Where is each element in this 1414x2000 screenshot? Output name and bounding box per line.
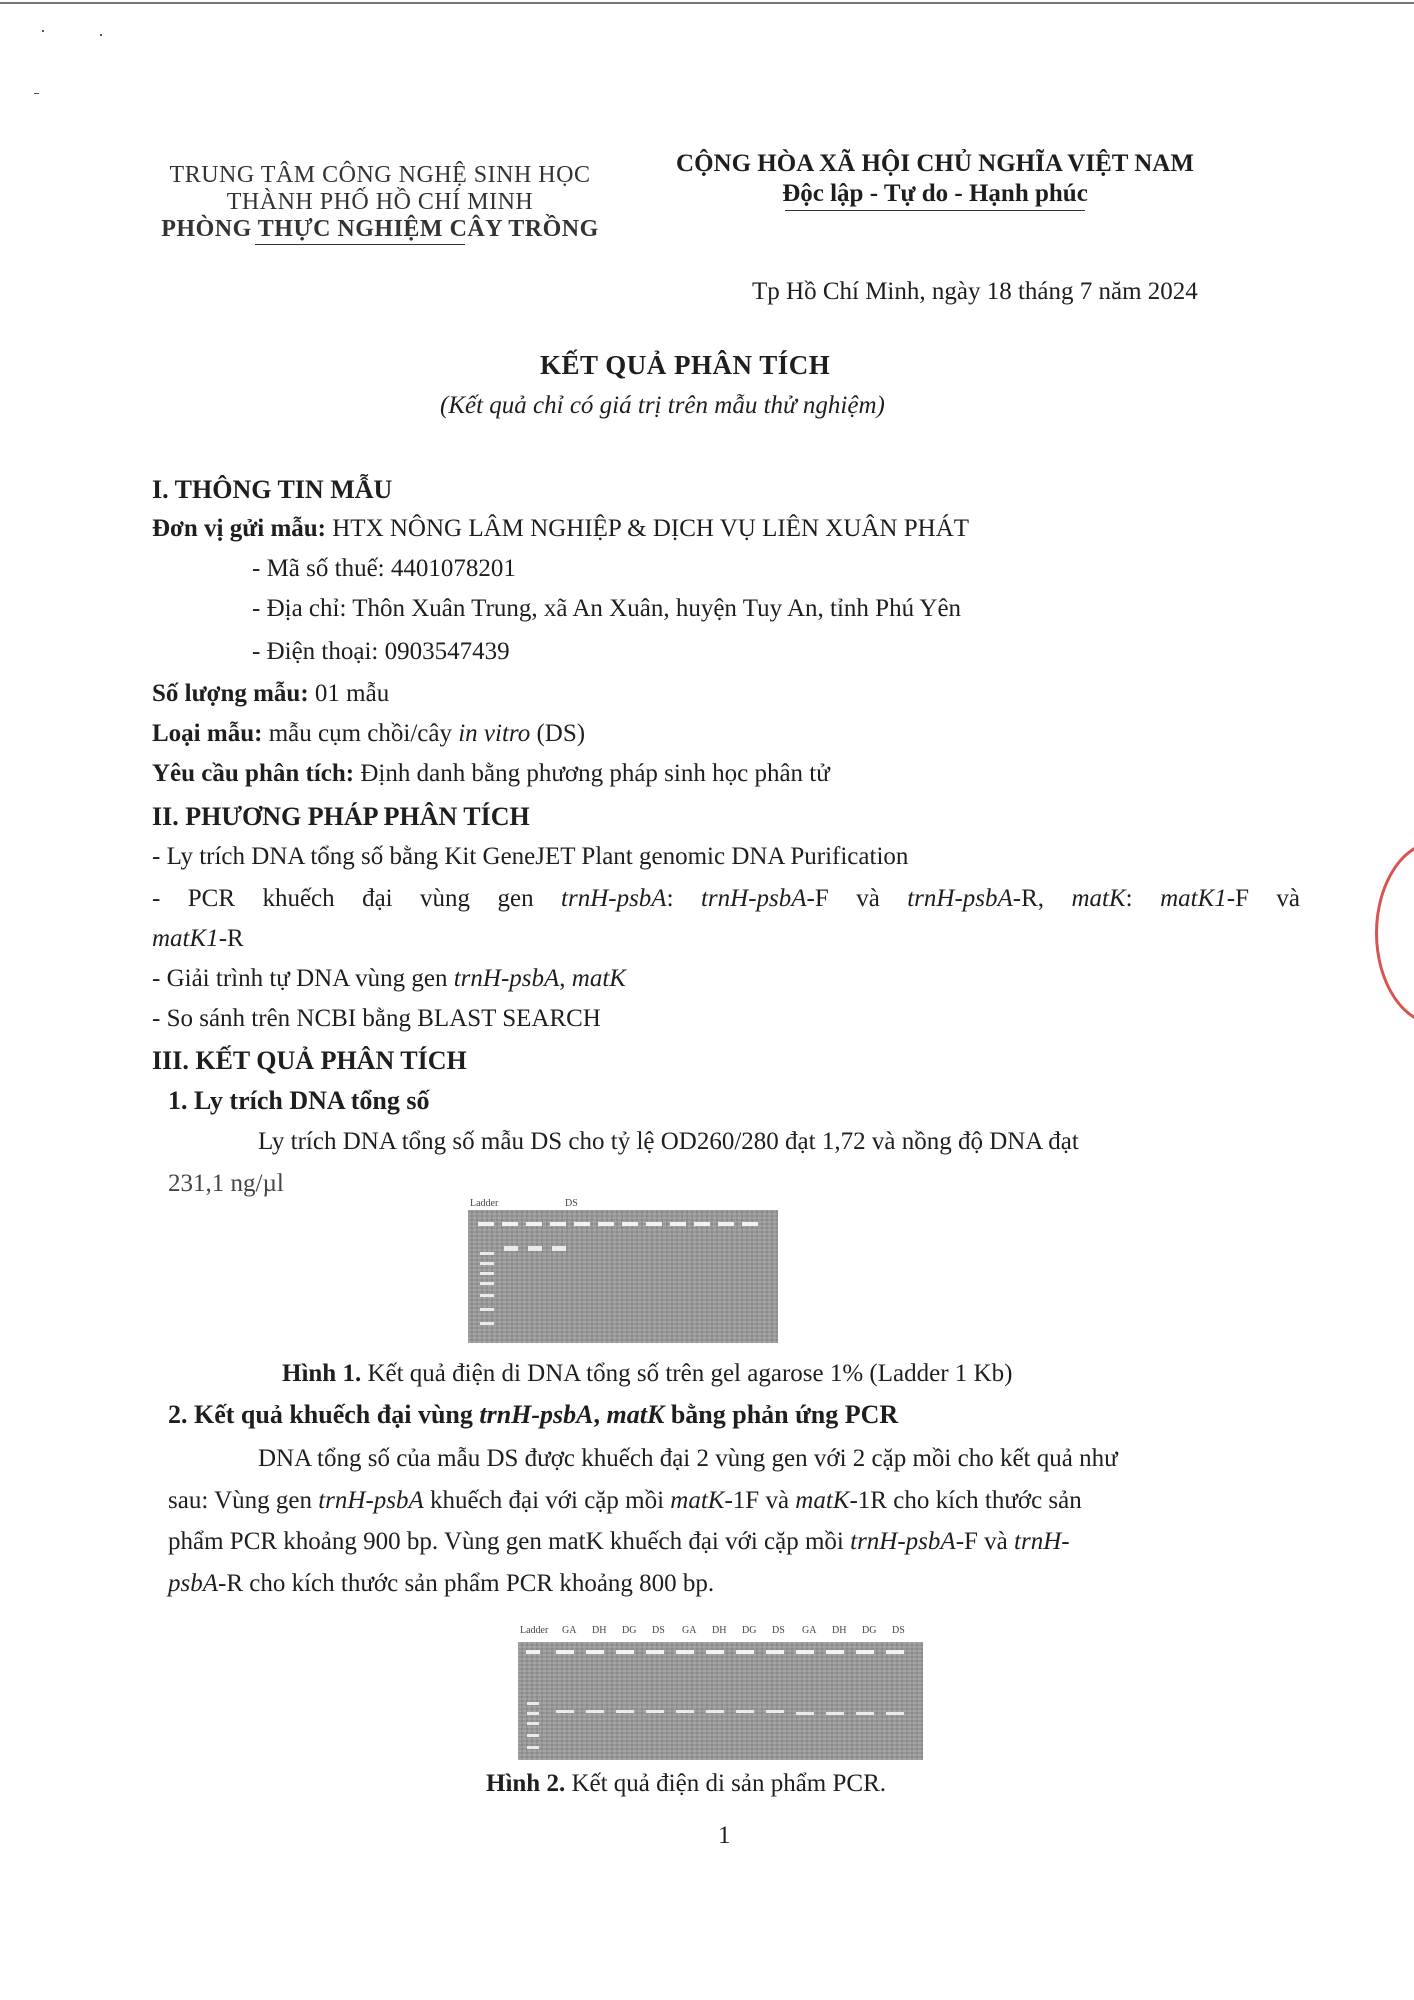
gel-well — [622, 1222, 638, 1226]
method-2-primer-r: -R, — [1012, 885, 1045, 912]
method-3 — [152, 965, 626, 993]
method-2-primer-f: -F và — [806, 885, 880, 912]
method-2-line-2 — [152, 925, 244, 953]
gel-well — [736, 1650, 754, 1654]
gene-trnh-psba: trnH- — [1014, 1528, 1070, 1555]
gel-well — [502, 1222, 518, 1226]
quantity-value: 01 mẫu — [314, 680, 390, 707]
pcr-band-ds — [766, 1710, 784, 1713]
paragraph-2-line-4 — [168, 1570, 714, 1598]
paragraph-2-line-1: DNA tổng số của mẫu DS được khuếch đại 2 vùng gen với 2 cặp mồi cho kết quả như — [258, 1445, 1118, 1472]
p2-text: khuếch đại với cặp mồi — [430, 1487, 665, 1514]
method-2-sep: : — [666, 885, 674, 912]
fig2-caption-label: Hình 2. — [486, 1770, 566, 1797]
pcr-band — [826, 1712, 844, 1715]
fig1-caption — [282, 1360, 1012, 1388]
scan-speck — [100, 34, 102, 36]
page-number: 1 — [718, 1822, 731, 1849]
org-header — [145, 162, 615, 243]
ladder-band — [527, 1712, 539, 1715]
fig2-lane-label: GA — [562, 1625, 577, 1636]
sample-type-row — [152, 720, 585, 748]
sender-value: HTX NÔNG LÂM NGHIỆP & DỊCH VỤ LIÊN XUÂN PHÁT — [332, 515, 970, 542]
fig2-lane-label: DH — [592, 1625, 607, 1636]
method-2-text: - PCR khuếch đại vùng gen — [152, 885, 534, 912]
gel-well — [742, 1222, 758, 1226]
pcr-band — [856, 1712, 874, 1715]
scan-speck — [42, 30, 44, 32]
sample-type-code: (DS) — [536, 720, 586, 747]
gel-well — [646, 1222, 662, 1226]
ladder-band — [527, 1702, 539, 1705]
gel-well — [886, 1650, 904, 1654]
gel-well — [856, 1650, 874, 1654]
gene-matk: matK — [1071, 885, 1126, 912]
subsection-2-heading — [168, 1400, 898, 1430]
gene-matk: matK — [795, 1487, 850, 1514]
fig2-gel-image — [518, 1642, 923, 1760]
paragraph-1-line-2: 231,1 ng/µl — [168, 1170, 284, 1197]
sample-band — [528, 1246, 542, 1251]
fig2-lane-label: DS — [652, 1625, 665, 1636]
section-2-heading: II. PHƯƠNG PHÁP PHÂN TÍCH — [152, 802, 530, 831]
fig1-caption-text: Kết quả điện di DNA tổng số trên gel agarose 1% (Ladder 1 Kb) — [367, 1360, 1013, 1387]
pcr-band-ds — [886, 1712, 904, 1715]
gene-trnh-psba: trnH-psbA — [700, 885, 807, 912]
ladder-band — [480, 1262, 494, 1265]
gel-well — [478, 1222, 494, 1226]
fig1-lane-ds-label: DS — [565, 1198, 578, 1209]
ladder-band — [480, 1322, 494, 1325]
quantity-label: Số lượng mẫu: — [152, 680, 309, 707]
org-line-3 — [145, 216, 615, 243]
gene-trnh-psba: trnH-psbA — [453, 965, 560, 992]
gene-trnh-psba: trnH-psbA — [561, 885, 667, 912]
fig2-lane-label: GA — [802, 1625, 817, 1636]
section-3-heading: III. KẾT QUẢ PHÂN TÍCH — [152, 1046, 467, 1075]
gene-trnh-psba: trnH-psbA — [318, 1487, 424, 1514]
fig2-lane-label: DS — [772, 1625, 785, 1636]
gel-well — [526, 1222, 542, 1226]
method-2-primer-r: -R — [218, 925, 244, 952]
p2-text: sau: Vùng gen — [168, 1487, 312, 1514]
gel-well — [574, 1222, 590, 1226]
method-1: - Ly trích DNA tổng số bằng Kit GeneJET Plant genomic DNA Purification — [152, 843, 909, 870]
fig2-lane-label: DS — [892, 1625, 905, 1636]
nation-underline — [785, 210, 1085, 211]
ladder-band — [527, 1746, 539, 1749]
method-2-line-1 — [152, 885, 1300, 913]
fig1-lane-ladder-label: Ladder — [470, 1198, 499, 1209]
document-subtitle: (Kết quả chỉ có giá trị trên mẫu thử nghiệm) — [440, 392, 885, 419]
pcr-band — [796, 1712, 814, 1715]
method-2-sep: : — [1125, 885, 1133, 912]
sender-label: Đơn vị gửi mẫu: — [152, 515, 326, 542]
fig2-lane-labels — [520, 1625, 920, 1641]
gel-well — [616, 1650, 634, 1654]
tax-row: - Mã số thuế: 4401078201 — [252, 555, 516, 582]
scan-speck — [34, 93, 39, 94]
gene-matk: matK — [571, 965, 626, 992]
fig2-lane-label: Ladder — [520, 1625, 549, 1636]
pcr-band — [556, 1710, 574, 1713]
gene-matk1: matK1 — [1160, 885, 1227, 912]
sample-band — [504, 1246, 518, 1251]
address-row: - Địa chỉ: Thôn Xuân Trung, xã An Xuân, huyện Tuy An, tỉnh Phú Yên — [252, 595, 962, 622]
ladder-band — [480, 1308, 494, 1311]
p2-text: -F và — [955, 1528, 1008, 1555]
gel-well — [676, 1650, 694, 1654]
gel-well — [646, 1650, 664, 1654]
pcr-band-ds — [646, 1710, 664, 1713]
p2-text: phẩm PCR khoảng 900 bp. Vùng gen matK khuếch đại với cặp mồi — [168, 1528, 844, 1555]
gene-matk: matK — [670, 1487, 725, 1514]
fig1-gel-image — [468, 1210, 778, 1343]
gene-matk1: matK1 — [152, 925, 219, 952]
subsection-2-sep: , — [593, 1400, 601, 1429]
gel-well — [766, 1650, 784, 1654]
org-underline — [255, 244, 465, 245]
document-title: KẾT QUẢ PHÂN TÍCH — [540, 350, 831, 380]
ladder-band — [480, 1294, 494, 1297]
pcr-band — [676, 1710, 694, 1713]
gel-well — [694, 1222, 710, 1226]
subsection-2-text: 2. Kết quả khuếch đại vùng — [168, 1400, 473, 1429]
request-label: Yêu cầu phân tích: — [152, 760, 355, 787]
gel-texture — [518, 1642, 923, 1760]
phone-row: - Điện thoại: 0903547439 — [252, 638, 510, 665]
fig2-caption — [486, 1770, 886, 1798]
org-line-1: TRUNG TÂM CÔNG NGHỆ SINH HỌC — [169, 162, 591, 188]
ladder-band — [480, 1282, 494, 1285]
quantity-row — [152, 680, 389, 708]
method-4: - So sánh trên NCBI bằng BLAST SEARCH — [152, 1005, 601, 1032]
fig2-caption-text: Kết quả điện di sản phẩm PCR. — [571, 1770, 887, 1797]
paragraph-1-line-1: Ly trích DNA tổng số mẫu DS cho tỷ lệ OD260/280 đạt 1,72 và nồng độ DNA đạt — [258, 1128, 1079, 1155]
subsection-1-heading: 1. Ly trích DNA tổng số — [168, 1086, 430, 1115]
fig2-lane-label: DH — [832, 1625, 847, 1636]
ladder-band — [527, 1734, 539, 1737]
nation-line-2: Độc lập - Tự do - Hạnh phúc — [782, 180, 1088, 207]
ladder-band — [480, 1272, 494, 1275]
gel-well — [796, 1650, 814, 1654]
sample-type-label: Loại mẫu: — [152, 720, 263, 747]
fig2-lane-label: DG — [742, 1625, 757, 1636]
gel-well — [706, 1650, 724, 1654]
fig1-caption-label: Hình 1. — [282, 1360, 362, 1387]
date-line: Tp Hồ Chí Minh, ngày 18 tháng 7 năm 2024 — [752, 278, 1198, 305]
paragraph-2-line-2 — [168, 1487, 1082, 1515]
fig2-lane-label: DH — [712, 1625, 727, 1636]
section-1-heading: I. THÔNG TIN MẪU — [152, 475, 393, 504]
p2-text: -1F và — [724, 1487, 790, 1514]
method-2-primer-f: -F và — [1226, 885, 1301, 912]
sample-type-value: mẫu cụm chồi/cây — [268, 720, 452, 747]
nation-header — [640, 150, 1230, 211]
pcr-band — [706, 1710, 724, 1713]
red-seal-stamp — [1375, 840, 1414, 1026]
paragraph-2-line-3 — [168, 1528, 1070, 1556]
nation-line-1: CỘNG HÒA XÃ HỘI CHỦ NGHĨA VIỆT NAM — [676, 150, 1194, 177]
pcr-band — [586, 1710, 604, 1713]
pcr-band — [736, 1710, 754, 1713]
method-3-sep: , — [559, 965, 566, 992]
gel-well — [556, 1650, 574, 1654]
gene-trnh-psba: trnH-psbA — [850, 1528, 956, 1555]
request-row — [152, 760, 830, 788]
request-value: Định danh bằng phương pháp sinh học phân tử — [360, 760, 830, 787]
p2-text: -R cho kích thước sản phẩm PCR khoảng 800 bp. — [218, 1570, 715, 1597]
scan-top-border — [0, 2, 1414, 4]
gel-well — [586, 1650, 604, 1654]
gel-well — [718, 1222, 734, 1226]
org-line-2: THÀNH PHỐ HỒ CHÍ MINH — [226, 189, 534, 215]
org-line-3-text: PHÒNG THỰC NGHIỆM CÂY TRỒNG — [161, 216, 599, 242]
gel-well — [526, 1650, 540, 1654]
fig2-lane-label: DG — [622, 1625, 637, 1636]
gene-psba: psbA — [168, 1570, 218, 1597]
gel-well — [670, 1222, 686, 1226]
sample-band-ds — [552, 1246, 566, 1251]
gene-trnh-psba: trnH-psbA — [479, 1400, 594, 1429]
method-3-text: - Giải trình tự DNA vùng gen — [152, 965, 448, 992]
sample-type-italic: in vitro — [458, 720, 531, 747]
gel-texture — [468, 1210, 778, 1343]
ladder-band — [527, 1722, 539, 1725]
gel-well — [598, 1222, 614, 1226]
gene-trnh-psba: trnH-psbA — [907, 885, 1013, 912]
fig2-lane-label: DG — [862, 1625, 877, 1636]
p2-text: -1R cho kích thước sản — [849, 1487, 1082, 1514]
pcr-band — [616, 1710, 634, 1713]
sender-row — [152, 515, 969, 543]
subsection-2-method: bằng phản ứng PCR — [670, 1400, 899, 1429]
gene-matk: matK — [606, 1400, 665, 1429]
fig2-lane-label: GA — [682, 1625, 697, 1636]
gel-well — [550, 1222, 566, 1226]
gel-well — [826, 1650, 844, 1654]
ladder-band — [480, 1252, 494, 1255]
